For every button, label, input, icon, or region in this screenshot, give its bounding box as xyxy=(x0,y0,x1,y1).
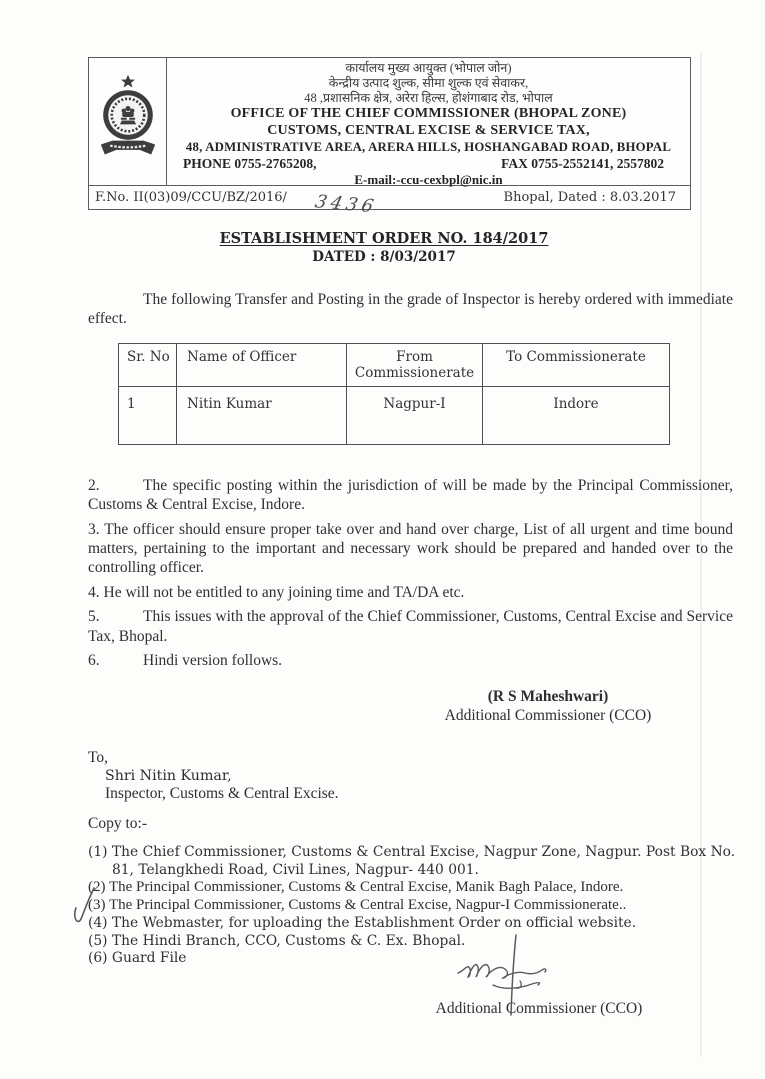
fax-number: FAX 0755-2552141, 2557802 xyxy=(501,155,664,171)
paragraph-6-number: 6. xyxy=(88,652,100,670)
office-address: 48, ADMINISTRATIVE AREA, ARERA HILLS, HOSHANGABAD ROAD, BHOPAL xyxy=(185,140,672,154)
letterhead-hindi-line3: 48 ,प्रशासनिक क्षेत्र, अरेरा हिल्स, होशंगाबाद रोड, भोपाल xyxy=(304,91,553,105)
office-name: OFFICE OF THE CHIEF COMMISSIONER (BHOPAL ZONE) xyxy=(230,106,627,121)
copy-item-2: (2) The Principal Commissioner, Customs & Central Excise, Manik Bagh Palace, Indore. xyxy=(88,879,624,896)
paragraph-5-text: This issues with the approval of the Chief Commissioner, Customs, Central Excise and Service Tax, Bhopal. xyxy=(88,608,733,645)
letterhead-box xyxy=(88,57,691,218)
file-number: F.No. II(03)09/CCU/BZ/2016/ xyxy=(95,190,287,205)
copy-to-label: Copy to:- xyxy=(88,815,147,832)
paragraph-1: The following Transfer and Posting in the grade of Inspector is hereby ordered with immediate effect. xyxy=(88,291,733,328)
header-sr-no: Sr. No xyxy=(119,343,177,386)
copy-item-5: (5) The Hindi Branch, CCO, Customs & C. Ex. Bhopal. xyxy=(88,932,466,949)
file-number-group xyxy=(95,187,380,218)
phone-number: PHONE 0755-2765208, xyxy=(183,155,317,171)
header-from: From Commissionerate xyxy=(347,343,483,386)
copy-item-1: (1) The Chief Commissioner, Customs & Central Excise, Nagpur Zone, Nagpur. Post Box No. 81, Telangkhedi Road, Civil Lines, Nagpur- 440 001. xyxy=(88,844,736,878)
signatory-block xyxy=(88,688,733,725)
paragraph-2-text: The specific posting within the jurisdiction of will be made by the Principal Commissioner, Customs & Central Excise, Indore. xyxy=(88,476,733,514)
table-header-row xyxy=(119,343,670,386)
order-title-block xyxy=(88,230,680,265)
cell-from: Nagpur-I xyxy=(347,386,483,444)
email-address: E-mail:-ccu-cexbpl@nic.in xyxy=(354,171,503,187)
addressee-salutation: To, xyxy=(88,749,109,766)
emblem-cell xyxy=(89,58,167,185)
footer-designation: Additional Commissioner (CCO) xyxy=(435,1000,643,1017)
paragraph-6-text: Hindi version follows. xyxy=(143,652,283,670)
copy-item-6: (6) Guard File xyxy=(88,950,187,967)
phone-fax-row xyxy=(167,156,690,172)
addressee-block xyxy=(88,749,339,803)
header-name: Name of Officer xyxy=(177,343,347,386)
cell-to: Indore xyxy=(483,386,670,444)
paragraph-3: 3. The officer should ensure proper take over and hand over charge, List of all urgent and time bound matters, pertaining to the important and necessary work should be prepared and handed over to the controlling officer. xyxy=(88,520,733,577)
header-to: To Commissionerate xyxy=(483,343,670,386)
copy-to-list xyxy=(88,844,743,968)
paragraph-4: 4. He will not be entitled to any joining time and TA/DA etc. xyxy=(88,583,465,601)
paragraph-5-number: 5. xyxy=(88,608,100,626)
cell-sr-no: 1 xyxy=(119,386,177,444)
signatory-name: (R S Maheshwari) xyxy=(487,688,609,705)
signatory-designation: Additional Commissioner (CCO) xyxy=(444,706,652,724)
file-number-row xyxy=(89,186,690,218)
handwritten-dispatch-number: 3436 xyxy=(312,191,380,218)
copy-item-3: (3) The Principal Commissioner, Customs & Central Excise, Nagpur-I Commissionerate.. xyxy=(88,897,627,914)
transfer-table xyxy=(118,343,670,445)
letterhead-hindi-line1: कार्यालय मुख्य आयुक्त (भोपाल जोन) xyxy=(345,61,512,75)
signatory-inner xyxy=(423,688,673,725)
place-and-date: Bhopal, Dated : 8.03.2017 xyxy=(503,190,676,205)
letterhead-top-row xyxy=(89,58,690,186)
table-row xyxy=(119,386,670,444)
tick-mark-icon xyxy=(72,886,102,928)
copy-to-section xyxy=(88,815,743,968)
cell-name: Nitin Kumar xyxy=(177,386,347,444)
paragraph-5 xyxy=(88,607,733,646)
customs-emblem-icon xyxy=(97,72,159,172)
order-title: ESTABLISHMENT ORDER NO. 184/2017 xyxy=(219,230,549,247)
addressee-name: Shri Nitin Kumar, xyxy=(105,768,232,784)
letterhead-hindi-line2: केन्द्रीय उत्पाद शुल्क, सीमा शुल्क एवं सेवाकर, xyxy=(328,76,529,90)
letterhead-text xyxy=(167,58,690,185)
addressee-designation: Inspector, Customs & Central Excise. xyxy=(105,785,339,802)
copy-item-4: (4) The Webmaster, for uploading the Establishment Order on official website. xyxy=(88,914,637,931)
paragraph-6 xyxy=(88,651,733,670)
document-body xyxy=(88,286,733,670)
order-date: DATED : 8/03/2017 xyxy=(312,249,456,265)
paragraph-2-number: 2. xyxy=(88,476,100,494)
department-name: CUSTOMS, CENTRAL EXCISE & SERVICE TAX, xyxy=(267,122,590,138)
paragraph-2 xyxy=(88,476,733,515)
